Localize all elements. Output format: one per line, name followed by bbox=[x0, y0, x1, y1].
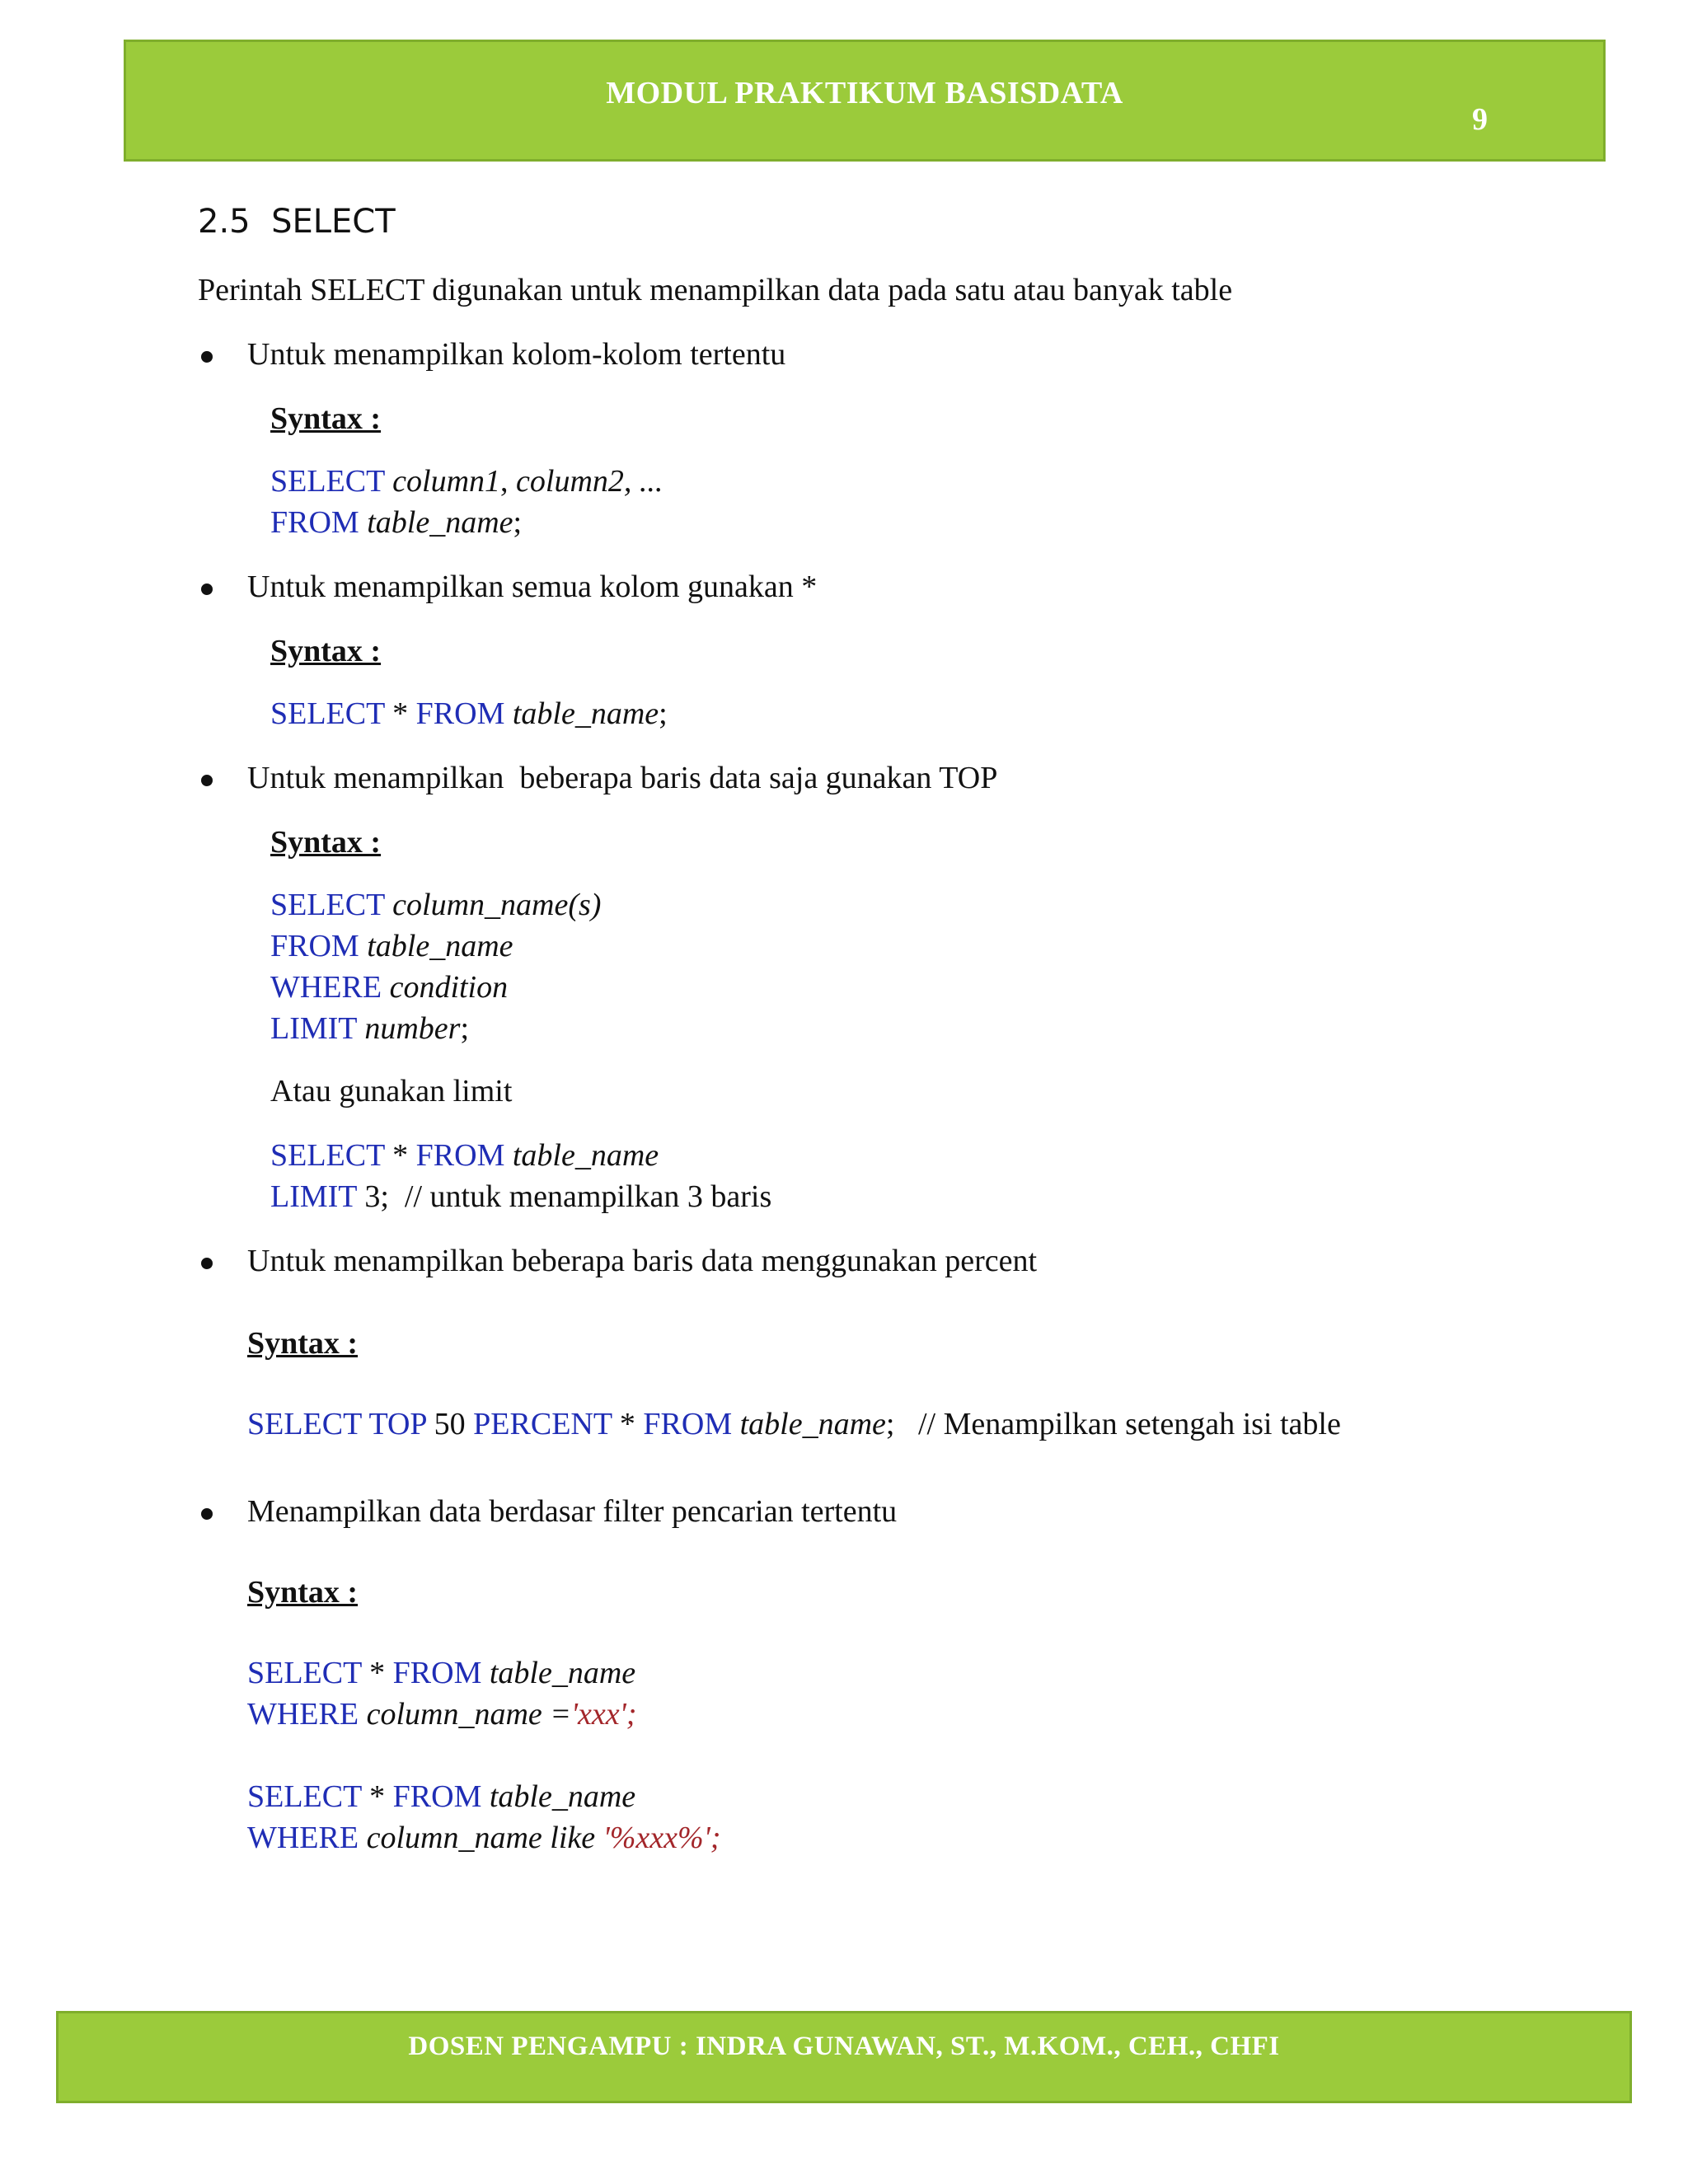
bullet-5-text: Menampilkan data berdasar filter pencarian tertentu bbox=[247, 1494, 898, 1529]
code-line bbox=[270, 887, 601, 923]
punctuation: ; bbox=[513, 505, 523, 540]
code-comment: // untuk menampilkan 3 baris bbox=[404, 1179, 772, 1214]
syntax-label: Syntax : bbox=[247, 1575, 359, 1610]
identifier: table_name bbox=[489, 1656, 636, 1690]
identifier: column_name(s) bbox=[392, 888, 602, 922]
footer-text: DOSEN PENGAMPU : INDRA GUNAWAN, ST., M.KOM., CEH., CHFI bbox=[408, 2032, 1280, 2061]
identifier: column_name bbox=[366, 1821, 542, 1855]
bullet-icon bbox=[201, 583, 213, 595]
keyword: SELECT bbox=[247, 1779, 362, 1814]
operator: * bbox=[369, 1779, 386, 1814]
literal: 3 bbox=[364, 1179, 381, 1214]
code-line bbox=[247, 1406, 1341, 1442]
syntax-label: Syntax : bbox=[247, 1326, 359, 1361]
literal: 50 bbox=[434, 1407, 466, 1441]
keyword: TOP bbox=[368, 1407, 427, 1441]
keyword: FROM bbox=[415, 696, 505, 731]
code-comment: // Menampilkan setengah isi table bbox=[917, 1407, 1341, 1441]
keyword: WHERE bbox=[270, 970, 382, 1005]
keyword: like bbox=[550, 1821, 596, 1855]
page-number: 9 bbox=[1472, 102, 1488, 137]
page-footer bbox=[56, 2011, 1632, 2103]
keyword: SELECT bbox=[247, 1656, 362, 1690]
bullet-icon bbox=[201, 775, 213, 786]
keyword: LIMIT bbox=[270, 1179, 357, 1214]
identifier: table_name bbox=[489, 1779, 636, 1814]
keyword: SELECT bbox=[270, 696, 385, 731]
code-line bbox=[247, 1779, 635, 1815]
keyword: SELECT bbox=[247, 1407, 362, 1441]
code-line bbox=[270, 928, 513, 964]
code-line bbox=[270, 696, 668, 732]
identifier: table_name bbox=[512, 696, 659, 731]
punctuation: ; bbox=[885, 1407, 895, 1441]
code-line bbox=[270, 504, 522, 541]
bullet-icon bbox=[201, 1258, 213, 1269]
keyword: LIMIT bbox=[270, 1011, 357, 1046]
keyword: FROM bbox=[415, 1138, 505, 1173]
code-line bbox=[270, 969, 508, 1005]
code-line bbox=[247, 1655, 635, 1691]
punctuation: ; bbox=[460, 1011, 470, 1046]
header-title: MODUL PRAKTIKUM BASISDATA bbox=[606, 76, 1123, 110]
keyword: PERCENT bbox=[473, 1407, 612, 1441]
operator: * bbox=[392, 696, 409, 731]
operator: * bbox=[392, 1138, 409, 1173]
identifier: table_name bbox=[739, 1407, 886, 1441]
section-title: SELECT bbox=[271, 203, 396, 241]
bullet-icon bbox=[201, 351, 213, 363]
code-line bbox=[247, 1696, 636, 1732]
identifier: condition bbox=[389, 970, 509, 1005]
keyword: FROM bbox=[643, 1407, 733, 1441]
operator: = bbox=[550, 1697, 571, 1732]
keyword: FROM bbox=[270, 929, 359, 963]
keyword: FROM bbox=[270, 505, 359, 540]
keyword: FROM bbox=[392, 1656, 482, 1690]
punctuation: ; bbox=[380, 1179, 389, 1214]
alt-text: Atau gunakan limit bbox=[270, 1074, 513, 1108]
bullet-1-text: Untuk menampilkan kolom-kolom tertentu bbox=[247, 337, 786, 372]
identifier: column_name bbox=[366, 1697, 542, 1732]
keyword: WHERE bbox=[247, 1821, 359, 1855]
keyword: SELECT bbox=[270, 464, 385, 499]
string-literal: '%xxx%'; bbox=[603, 1821, 721, 1855]
keyword: WHERE bbox=[247, 1697, 359, 1732]
identifier: column2, ... bbox=[516, 464, 663, 499]
bullet-icon bbox=[201, 1508, 213, 1520]
code-line bbox=[247, 1820, 720, 1856]
operator: * bbox=[369, 1656, 386, 1690]
bullet-2-text: Untuk menampilkan semua kolom gunakan * bbox=[247, 569, 818, 604]
page-header bbox=[124, 40, 1606, 162]
identifier: table_name bbox=[367, 929, 513, 963]
keyword: SELECT bbox=[270, 1138, 385, 1173]
code-line bbox=[270, 1179, 771, 1215]
identifier: number bbox=[364, 1011, 461, 1046]
bullet-4-text: Untuk menampilkan beberapa baris data menggunakan percent bbox=[247, 1244, 1038, 1278]
string-literal: 'xxx'; bbox=[570, 1697, 637, 1732]
syntax-label: Syntax : bbox=[270, 401, 382, 436]
section-intro: Perintah SELECT digunakan untuk menampilkan data pada satu atau banyak table bbox=[198, 273, 1233, 307]
punctuation: ; bbox=[659, 696, 668, 731]
keyword: SELECT bbox=[270, 888, 385, 922]
code-line bbox=[270, 1010, 469, 1047]
syntax-label: Syntax : bbox=[270, 825, 382, 860]
syntax-label: Syntax : bbox=[270, 634, 382, 668]
punctuation: , bbox=[500, 464, 509, 499]
code-line bbox=[270, 1137, 659, 1174]
section-number: 2.5 bbox=[198, 203, 251, 241]
identifier: table_name bbox=[512, 1138, 659, 1173]
keyword: FROM bbox=[392, 1779, 482, 1814]
section-heading bbox=[198, 203, 396, 241]
code-line bbox=[270, 463, 663, 499]
identifier: column1 bbox=[392, 464, 501, 499]
operator: * bbox=[619, 1407, 635, 1441]
identifier: table_name bbox=[367, 505, 513, 540]
bullet-3-text: Untuk menampilkan beberapa baris data saja gunakan TOP bbox=[247, 761, 998, 795]
